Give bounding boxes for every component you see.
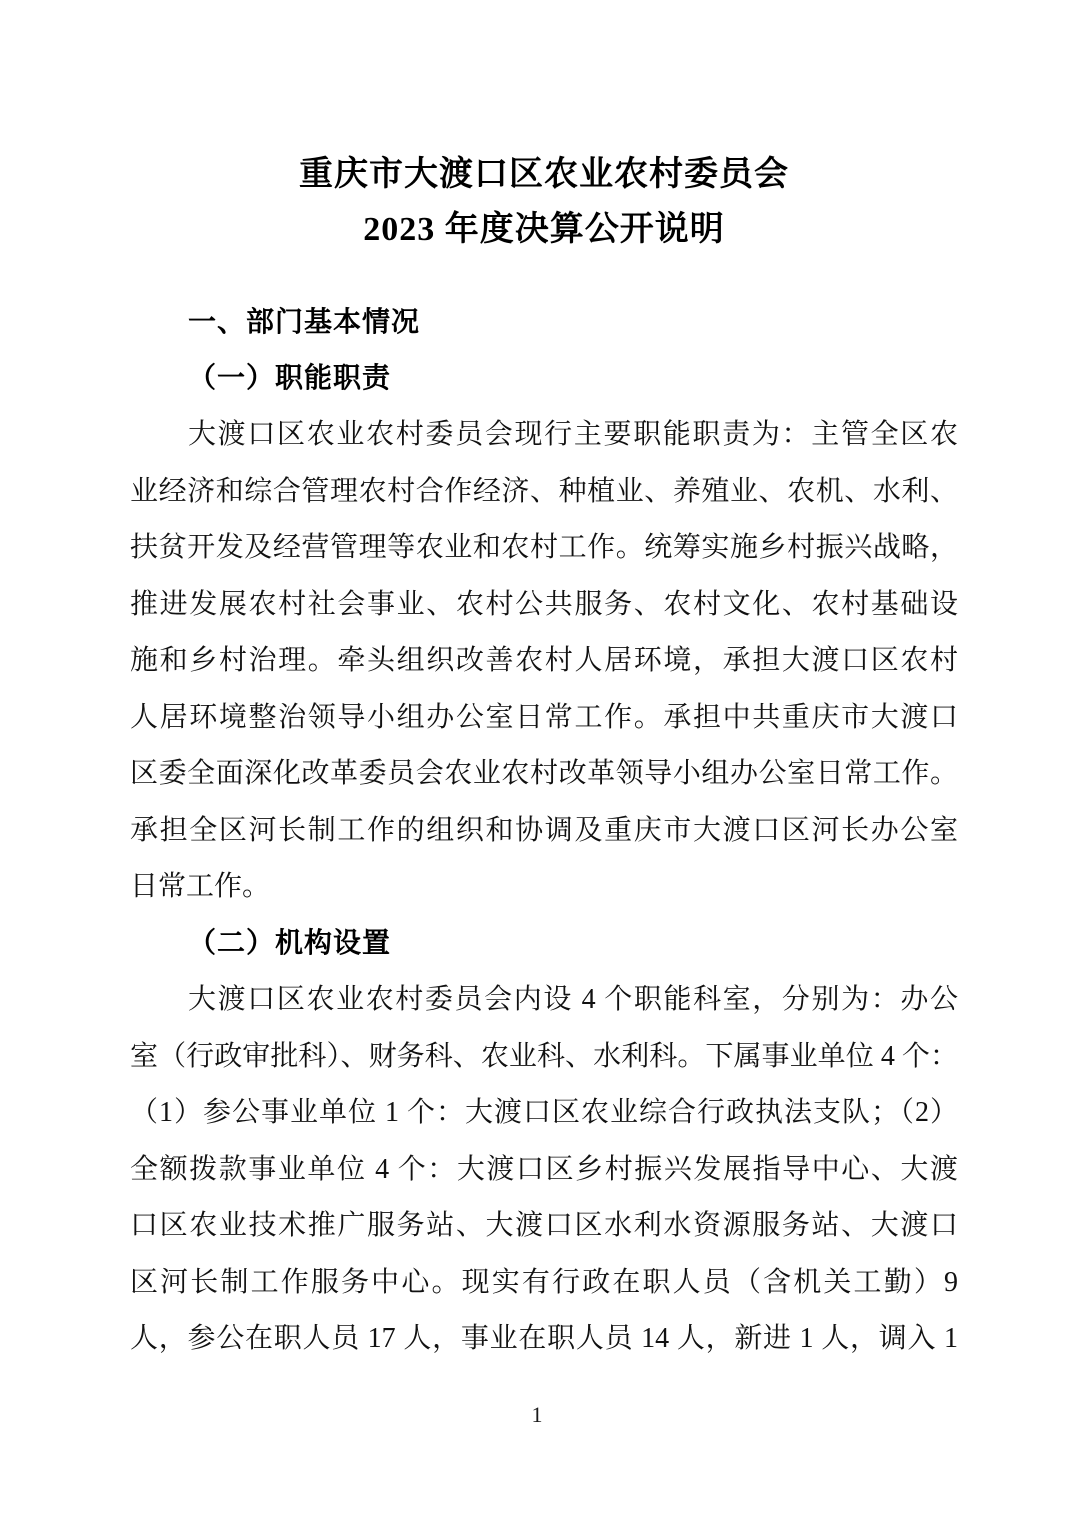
document-title-line-1: 重庆市大渡口区农业农村委员会 bbox=[299, 156, 789, 193]
document-title-line-2: 2023 年度决算公开说明 bbox=[363, 211, 725, 248]
text-line: 区河长制工作服务中心。现实有行政在职人员（含机关工勤）9 bbox=[130, 1266, 958, 1298]
text-line: 大渡口区农业农村委员会现行主要职能职责为：主管全区农 bbox=[188, 419, 958, 450]
text-line: 全额拨款事业单位 4 个：大渡口区乡村振兴发展指导中心、大渡 bbox=[130, 1153, 958, 1185]
text-line: 人居环境整治领导小组办公室日常工作。承担中共重庆市大渡口 bbox=[130, 701, 958, 733]
text-line: 室（行政审批科）、财务科、农业科、水利科。下属事业单位 4 个： bbox=[130, 1040, 958, 1072]
paragraph-duties bbox=[130, 407, 958, 916]
text-line: 大渡口区农业农村委员会内设 4 个职能科室，分别为：办公 bbox=[188, 984, 958, 1015]
text-line: 区委全面深化改革委员会农业农村改革领导小组办公室日常工作。 bbox=[130, 758, 958, 789]
document-title bbox=[130, 147, 958, 257]
text-line: （1）参公事业单位 1 个：大渡口区农业综合行政执法支队；（2） bbox=[130, 1097, 958, 1128]
paragraph-organization bbox=[130, 972, 958, 1368]
text-line: 日常工作。 bbox=[130, 871, 271, 902]
subsection-heading-organization: （二）机构设置 bbox=[188, 927, 392, 959]
subsection-heading-duties: （一）职能职责 bbox=[188, 362, 392, 394]
section-heading-basic-info: 一、部门基本情况 bbox=[188, 306, 421, 337]
page-number: 1 bbox=[531, 1402, 543, 1427]
document-body bbox=[130, 294, 958, 1368]
text-line: 推进发展农村社会事业、农村公共服务、农村文化、农村基础设 bbox=[130, 588, 958, 620]
text-line: 施和乡村治理。牵头组织改善农村人居环境，承担大渡口区农村 bbox=[130, 645, 958, 676]
text-line: 扶贫开发及经营管理等农业和农村工作。统筹实施乡村振兴战略， bbox=[130, 532, 958, 563]
text-line: 人，参公在职人员 17 人，事业在职人员 14 人，新进 1 人，调入 1 bbox=[130, 1323, 958, 1354]
text-line: 业经济和综合管理农村合作经济、种植业、养殖业、农机、水利、 bbox=[130, 475, 958, 507]
text-line: 口区农业技术推广服务站、大渡口区水利水资源服务站、大渡口 bbox=[130, 1210, 958, 1241]
text-line: 承担全区河长制工作的组织和协调及重庆市大渡口区河长办公室 bbox=[130, 814, 958, 846]
